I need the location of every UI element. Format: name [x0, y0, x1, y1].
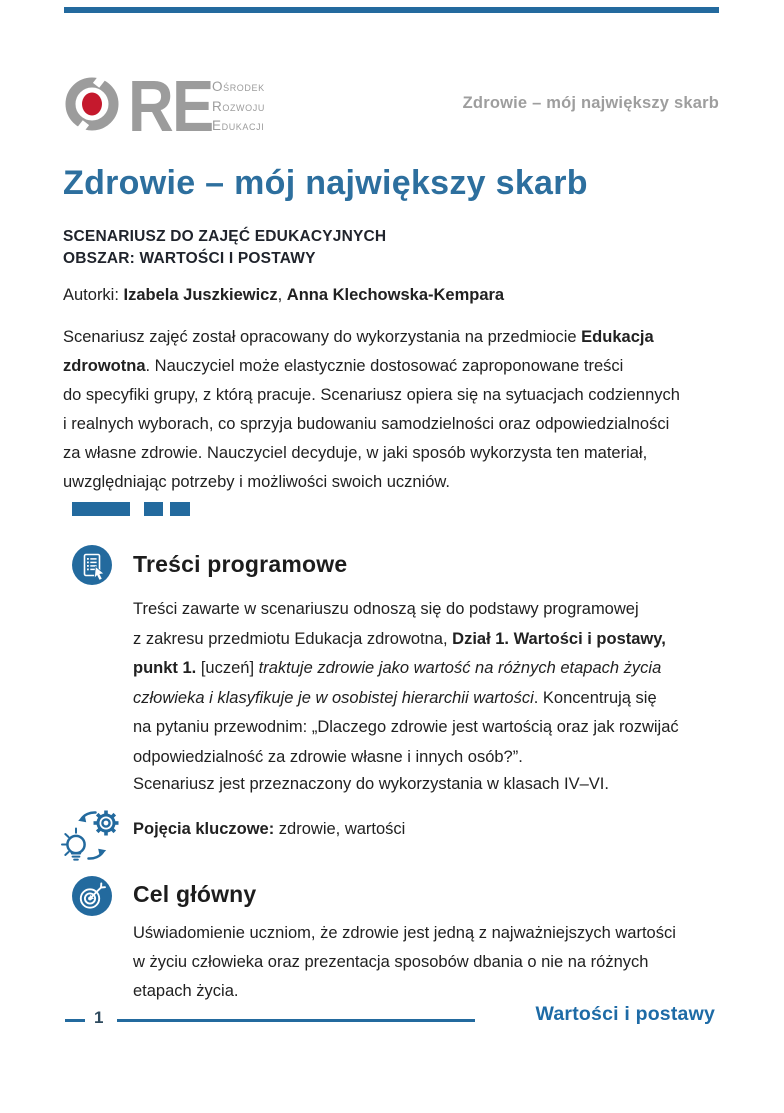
text-line: na pytaniu przewodnim: „Dlaczego zdrowie jest wartością oraz jak rozwijać	[133, 718, 679, 736]
section-heading-cel-glowny: Cel główny	[133, 881, 257, 907]
org-line: Rozwoju	[212, 98, 265, 114]
footer-page-number: 1	[94, 1008, 104, 1027]
text-line: do specyfiki grupy, z którą pracuje. Scenariusz opiera się na sytuacjach codziennych	[63, 386, 680, 404]
subtitle-line-obszar: OBSZAR: WARTOŚCI I POSTAWY	[63, 250, 316, 267]
subtitle-line-scenariusz: SCENARIUSZ DO ZAJĘĆ EDUKACYJNYCH	[63, 228, 387, 245]
text-line: Uświadomienie uczniom, że zdrowie jest jedną z najważniejszych wartości	[133, 924, 676, 942]
ore-logo-letters: RE	[128, 72, 213, 136]
keywords-line: Pojęcia kluczowe: zdrowie, wartości	[133, 820, 406, 838]
ore-org-name	[212, 77, 265, 136]
text-line: w życiu człowieka oraz prezentacja sposobów dbania o nie na różnych	[133, 953, 649, 971]
intro-paragraph	[63, 323, 680, 497]
top-accent-bar	[64, 7, 719, 13]
footer-left-dash	[65, 1019, 85, 1022]
org-line: Ośrodek	[212, 79, 265, 94]
page-title: Zdrowie – mój największy skarb	[63, 164, 588, 202]
document-subtitle	[63, 226, 386, 270]
running-header-title: Zdrowie – mój największy skarb	[462, 94, 719, 112]
footer-rule-line	[117, 1019, 475, 1022]
text-line: etapach życia.	[133, 982, 239, 1000]
text-line: z zakresu przedmiotu Edukacja zdrowotna, Dział 1. Wartości i postawy,	[133, 629, 666, 648]
ore-logo-ring-icon	[71, 72, 114, 136]
footer-section-label: Wartości i postawy	[535, 1003, 715, 1025]
cel-paragraph	[133, 919, 676, 1006]
text-line: Scenariusz zajęć został opracowany do wykorzystania na przedmiocie Edukacja	[63, 328, 654, 346]
target-dart-icon	[72, 876, 112, 916]
text-line: zdrowotna. Nauczyciel może elastycznie dostosować zaproponowane treści	[63, 357, 624, 375]
section-heading-tresci-programowe: Treści programowe	[133, 551, 348, 577]
text-line: za własne zdrowie. Nauczyciel decyduje, w jaki sposób wykorzysta ten materiał,	[63, 444, 648, 462]
grade-range-note: Scenariusz jest przeznaczony do wykorzystania w klasach IV–VI.	[133, 775, 609, 793]
tresci-paragraph	[133, 595, 679, 772]
authors-line: Autorki: Izabela Juszkiewicz, Anna Klechowska-Kempara	[63, 286, 505, 304]
text-line: uwzględniając potrzeby i możliwości swoich uczniów.	[63, 473, 451, 491]
divider-dash-long	[72, 502, 130, 516]
gears-lightbulb-icon	[59, 806, 125, 866]
text-line: i realnych wyborach, co sprzyja budowaniu samodzielności oraz odpowiedzialności	[63, 415, 670, 433]
text-line: odpowiedzialność za zdrowie własne i innych osób?”.	[133, 747, 523, 766]
ore-logo-red-dot	[82, 93, 102, 116]
text-line: Treści zawarte w scenariuszu odnoszą się do podstawy programowej	[133, 600, 639, 618]
document-edit-icon	[72, 545, 112, 585]
org-line: Edukacji	[212, 118, 265, 133]
divider-dash-small-1	[144, 502, 163, 516]
text-line: punkt 1. [uczeń] traktuje zdrowie jako wartość na różnych etapach życia	[133, 659, 662, 677]
divider-dash-small-2	[170, 502, 190, 516]
text-line: człowieka i klasyfikuje je w osobistej hierarchii wartości. Koncentrują się	[133, 688, 657, 707]
